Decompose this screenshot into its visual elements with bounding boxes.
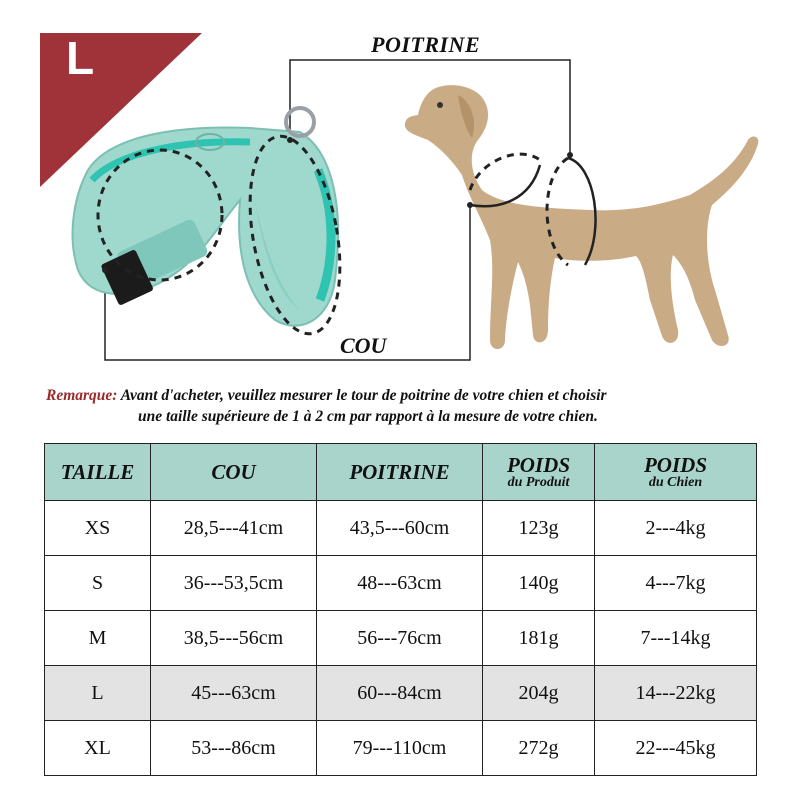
cell-size: L bbox=[45, 666, 151, 721]
purchase-note bbox=[46, 385, 766, 427]
note-line-1: Avant d'acheter, veuillez mesurer le tour de poitrine de votre chien et choisir bbox=[120, 387, 607, 404]
cell-size: S bbox=[45, 556, 151, 611]
cell-neck: 38,5---56cm bbox=[151, 611, 317, 666]
header-chest: POITRINE bbox=[317, 444, 483, 501]
cell-chest: 43,5---60cm bbox=[317, 501, 483, 556]
cell-chest: 60---84cm bbox=[317, 666, 483, 721]
cell-chest: 48---63cm bbox=[317, 556, 483, 611]
neck-label: COU bbox=[340, 333, 387, 358]
note-line-2: une taille supérieure de 1 à 2 cm par rapport à la mesure de votre chien. bbox=[138, 408, 598, 425]
table-row-highlighted bbox=[45, 666, 757, 721]
cell-neck: 28,5---41cm bbox=[151, 501, 317, 556]
cell-size: M bbox=[45, 611, 151, 666]
cell-chest: 56---76cm bbox=[317, 611, 483, 666]
cell-product-weight: 181g bbox=[483, 611, 595, 666]
header-product-weight: POIDS du Produit bbox=[483, 444, 595, 501]
table-row bbox=[45, 611, 757, 666]
chest-label: POITRINE bbox=[371, 32, 481, 57]
harness-icon bbox=[73, 108, 354, 341]
cell-neck: 45---63cm bbox=[151, 666, 317, 721]
cell-dog-weight: 7---14kg bbox=[595, 611, 757, 666]
cell-size: XS bbox=[45, 501, 151, 556]
cell-size: XL bbox=[45, 721, 151, 776]
table-header-row bbox=[45, 444, 757, 501]
dog-icon bbox=[405, 85, 758, 349]
cell-product-weight: 140g bbox=[483, 556, 595, 611]
header-size: TAILLE bbox=[45, 444, 151, 501]
cell-dog-weight: 4---7kg bbox=[595, 556, 757, 611]
cell-dog-weight: 14---22kg bbox=[595, 666, 757, 721]
cell-product-weight: 204g bbox=[483, 666, 595, 721]
cell-dog-weight: 2---4kg bbox=[595, 501, 757, 556]
table-row bbox=[45, 721, 757, 776]
table-row bbox=[45, 556, 757, 611]
cell-dog-weight: 22---45kg bbox=[595, 721, 757, 776]
header-neck: COU bbox=[151, 444, 317, 501]
cell-product-weight: 123g bbox=[483, 501, 595, 556]
size-badge-letter: L bbox=[65, 32, 95, 84]
cell-neck: 53---86cm bbox=[151, 721, 317, 776]
cell-product-weight: 272g bbox=[483, 721, 595, 776]
cell-neck: 36---53,5cm bbox=[151, 556, 317, 611]
header-dog-weight: POIDS du Chien bbox=[595, 444, 757, 501]
size-table bbox=[44, 443, 757, 776]
note-label: Remarque: bbox=[46, 387, 118, 404]
table-row bbox=[45, 501, 757, 556]
cell-chest: 79---110cm bbox=[317, 721, 483, 776]
